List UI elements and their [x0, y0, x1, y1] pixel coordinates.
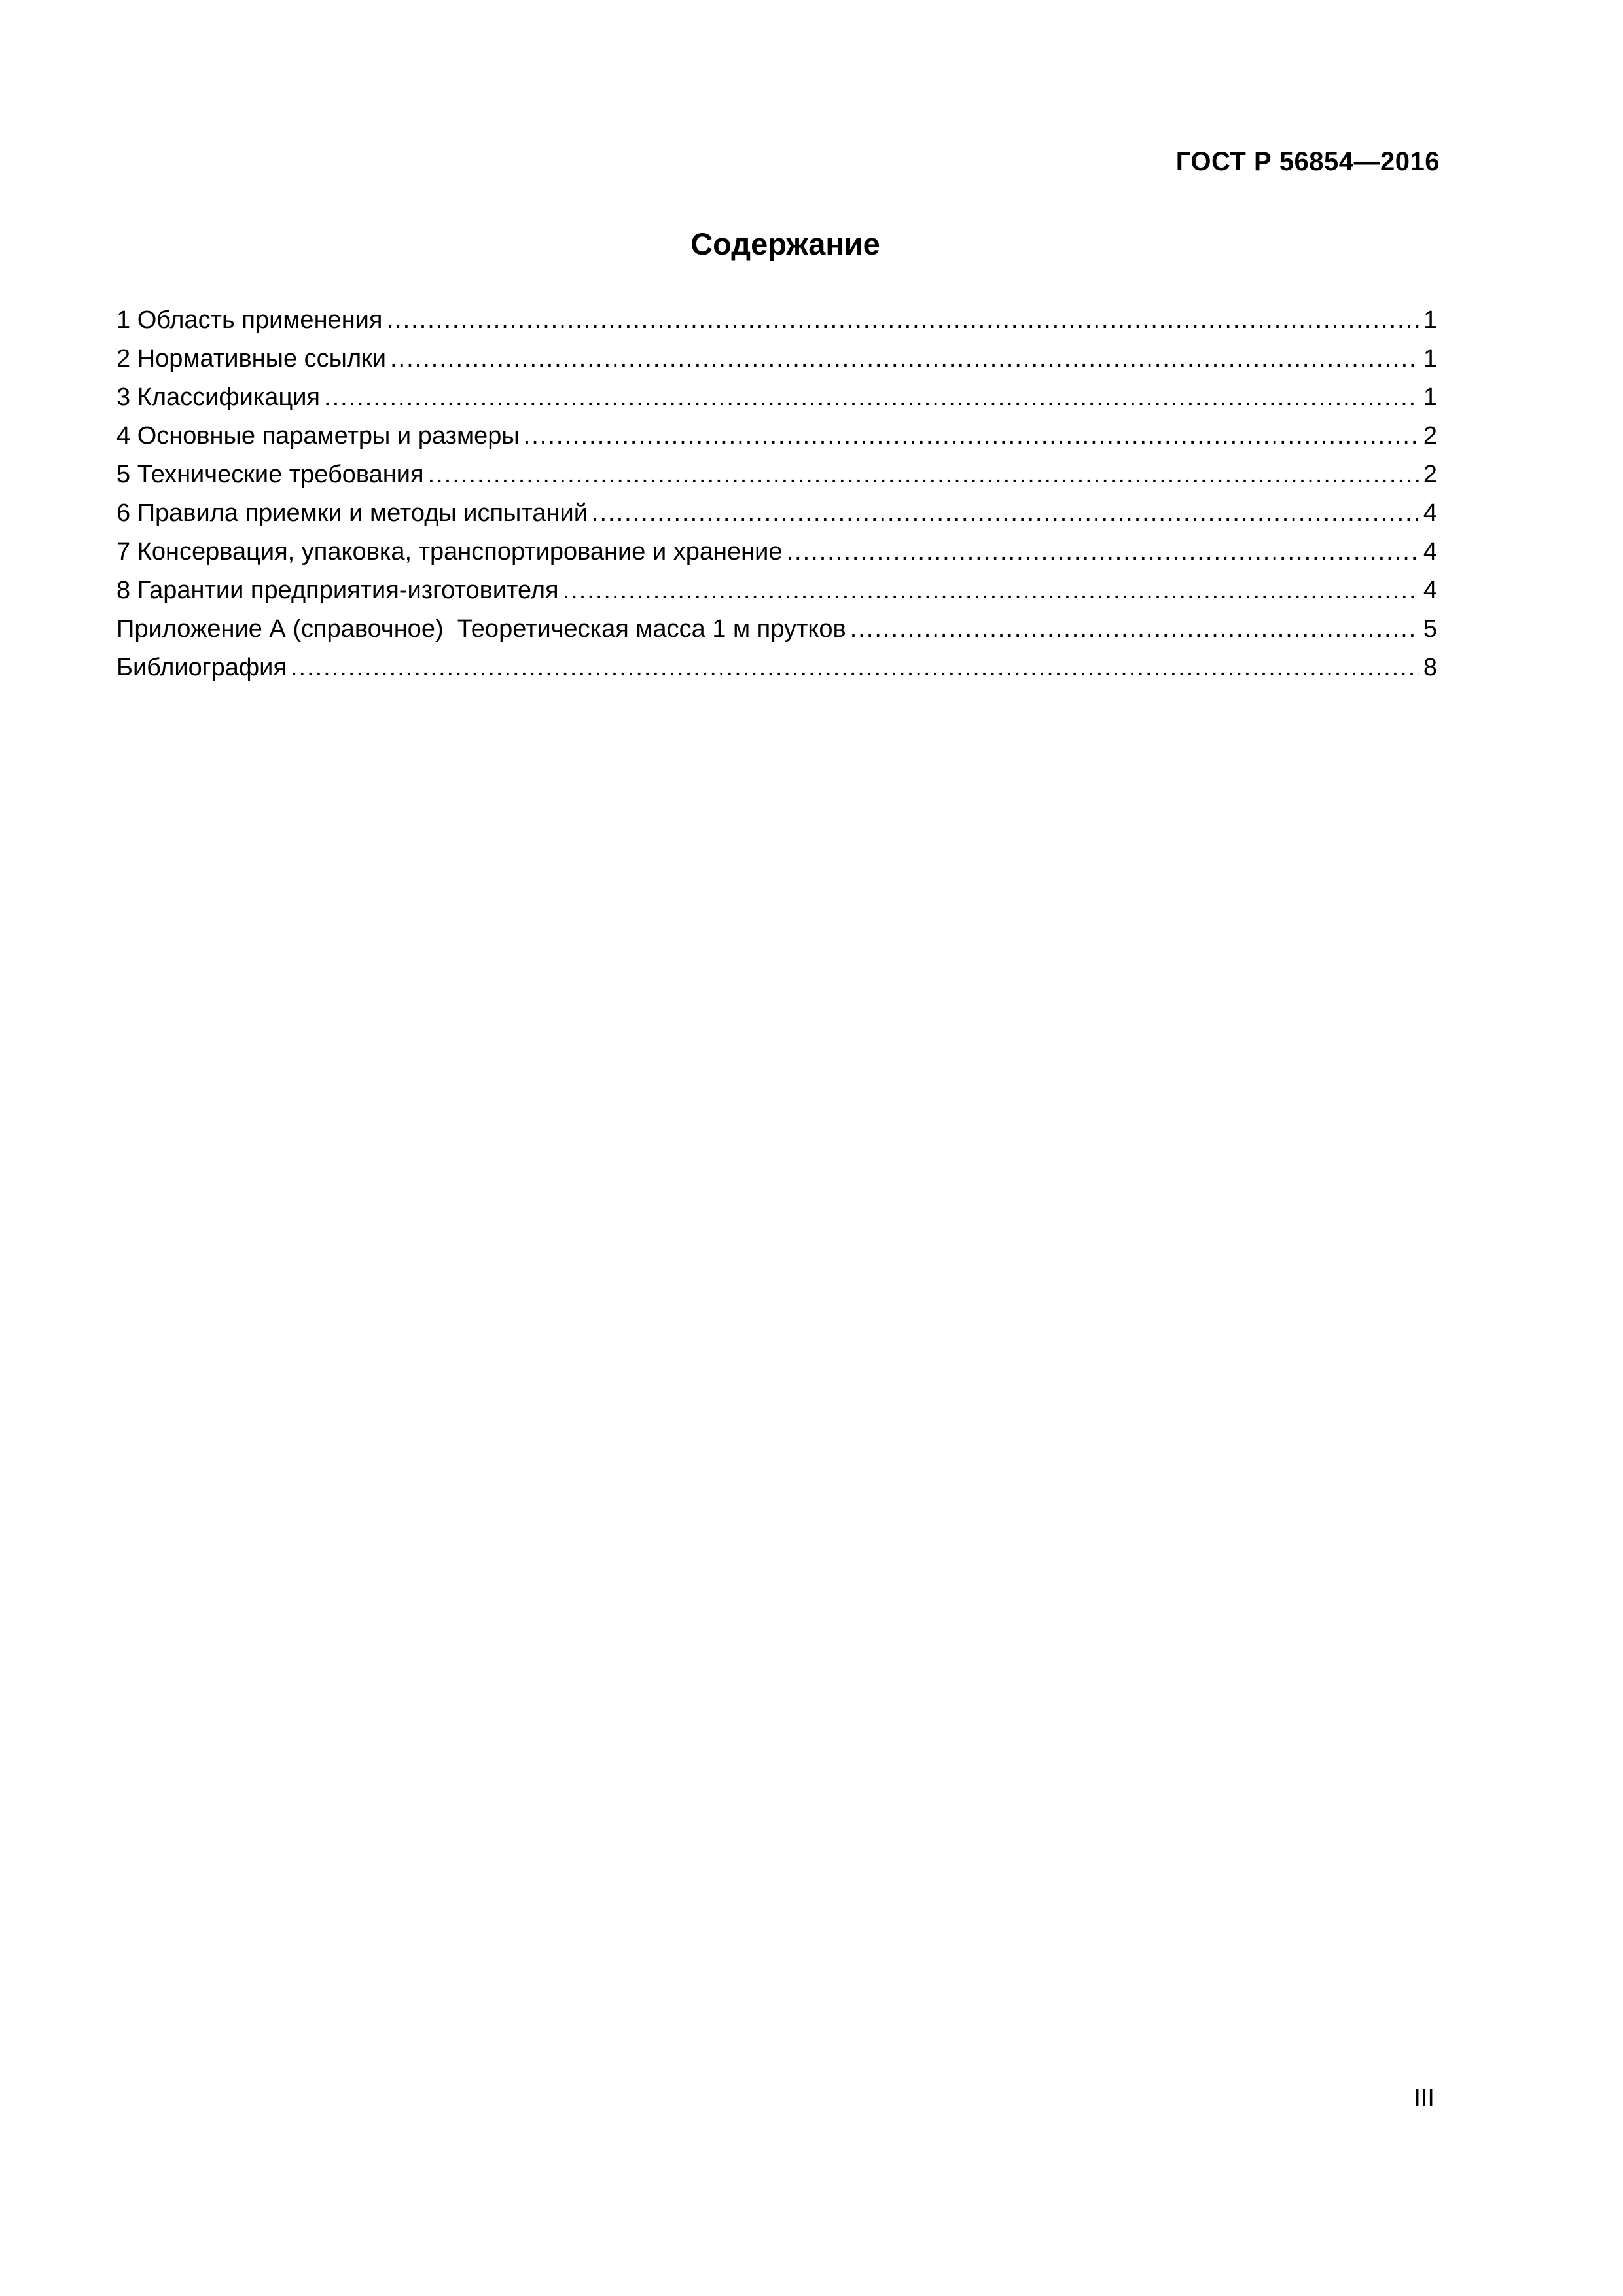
toc-dot-leader — [592, 494, 1419, 533]
toc-item-page: 4 — [1423, 538, 1437, 565]
toc-item-label: Приложение А (справочное) Теоретическая масса 1 м прутков — [116, 615, 846, 643]
toc-item-page: 1 — [1423, 306, 1437, 334]
toc-item-appendix-a[interactable] — [116, 610, 1437, 649]
toc-item-label: 8 Гарантии предприятия-изготовителя — [116, 577, 559, 604]
toc-dot-leader — [428, 456, 1419, 494]
toc-dot-leader — [563, 571, 1419, 610]
toc-item-warranty[interactable] — [116, 571, 1437, 610]
toc-dot-leader — [291, 649, 1419, 687]
table-of-contents — [116, 301, 1437, 687]
toc-dot-leader — [524, 417, 1419, 456]
page-number: III — [1414, 2085, 1435, 2112]
toc-item-page: 4 — [1423, 577, 1437, 604]
toc-item-packaging[interactable] — [116, 533, 1437, 571]
toc-item-label: 7 Консервация, упаковка, транспортирование и хранение — [116, 538, 783, 565]
toc-item-classification[interactable] — [116, 378, 1437, 417]
toc-dot-leader — [390, 340, 1419, 378]
document-code: ГОСТ Р 56854—2016 — [1175, 147, 1440, 176]
toc-item-page: 1 — [1423, 384, 1437, 411]
toc-item-page: 2 — [1423, 461, 1437, 488]
toc-item-label: 2 Нормативные ссылки — [116, 345, 386, 372]
toc-item-page: 8 — [1423, 654, 1437, 681]
toc-dot-leader — [850, 610, 1419, 649]
toc-item-label: 3 Классификация — [116, 384, 321, 411]
toc-item-page: 4 — [1423, 499, 1437, 527]
toc-item-acceptance[interactable] — [116, 494, 1437, 533]
toc-item-label: 4 Основные параметры и размеры — [116, 422, 520, 450]
toc-item-label: 5 Технические требования — [116, 461, 424, 488]
toc-item-parameters[interactable] — [116, 417, 1437, 456]
toc-dot-leader — [386, 301, 1419, 340]
toc-item-bibliography[interactable] — [116, 649, 1437, 687]
toc-item-page: 5 — [1423, 615, 1437, 643]
toc-item-page: 1 — [1423, 345, 1437, 372]
toc-item-page: 2 — [1423, 422, 1437, 450]
toc-item-label: Библиография — [116, 654, 287, 681]
toc-item-scope[interactable] — [116, 301, 1437, 340]
toc-item-label: 6 Правила приемки и методы испытаний — [116, 499, 588, 527]
toc-item-normative-references[interactable] — [116, 340, 1437, 378]
toc-title: Содержание — [690, 226, 880, 261]
toc-dot-leader — [786, 533, 1419, 571]
toc-item-requirements[interactable] — [116, 456, 1437, 494]
toc-dot-leader — [324, 378, 1419, 417]
toc-item-label: 1 Область применения — [116, 306, 383, 334]
